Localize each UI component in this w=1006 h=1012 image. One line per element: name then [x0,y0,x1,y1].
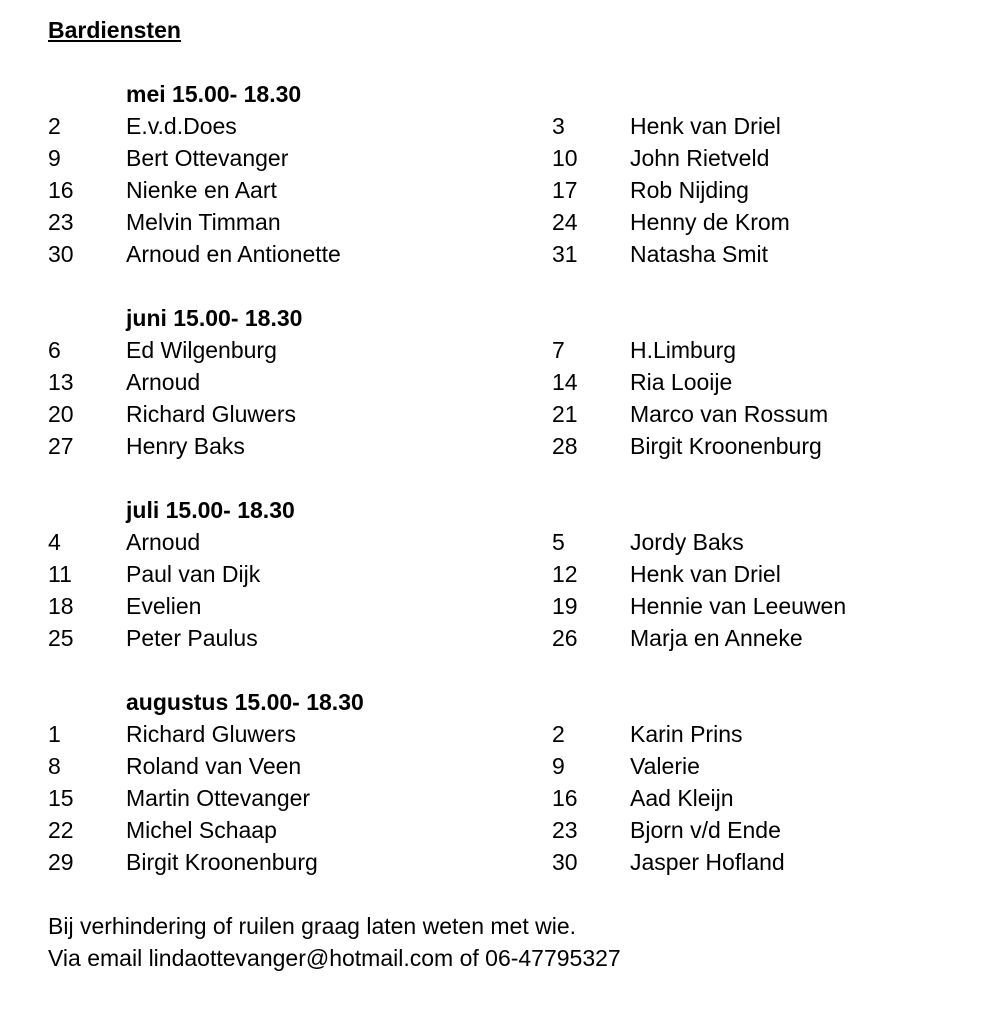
month-heading: juli 15.00- 18.30 [126,497,295,523]
schedule-row [0,334,1006,366]
schedule-row [0,174,1006,206]
name-left: Nienke en Aart [126,177,277,203]
name-left: Richard Gluwers [126,721,296,747]
month-heading: augustus 15.00- 18.30 [126,689,364,715]
month-heading: mei 15.00- 18.30 [126,81,302,107]
day-right: 7 [552,337,565,363]
day-left: 22 [48,817,74,843]
footer-note: Bij verhindering of ruilen graag laten weten met wie. [48,913,577,939]
day-left: 15 [48,785,74,811]
name-left: Roland van Veen [126,753,302,779]
name-left: Birgit Kroonenburg [126,849,318,875]
schedule-row [0,430,1006,462]
day-right: 16 [552,785,578,811]
name-left: E.v.d.Does [126,113,237,139]
schedule-row [0,750,1006,782]
schedule-row [0,814,1006,846]
day-right: 12 [552,561,578,587]
name-left: Ed Wilgenburg [126,337,277,363]
day-right: 3 [552,113,565,139]
day-right: 24 [552,209,578,235]
day-left: 1 [48,721,61,747]
day-right: 31 [552,241,578,267]
name-left: Arnoud en Antionette [126,241,341,267]
name-right: Rob Nijding [630,177,749,203]
day-left: 9 [48,145,61,171]
schedule-row [0,590,1006,622]
name-right: Bjorn v/d Ende [630,817,781,843]
day-left: 6 [48,337,61,363]
name-right: Aad Kleijn [630,785,734,811]
day-right: 10 [552,145,578,171]
schedule-row [0,238,1006,270]
name-right: Marja en Anneke [630,625,803,651]
day-left: 25 [48,625,74,651]
day-right: 9 [552,753,565,779]
schedule-row [0,142,1006,174]
name-left: Michel Schaap [126,817,277,843]
name-left: Arnoud [126,529,201,555]
name-left: Melvin Timman [126,209,281,235]
name-right: Birgit Kroonenburg [630,433,822,459]
day-left: 18 [48,593,74,619]
schedule-row [0,206,1006,238]
name-left: Evelien [126,593,202,619]
month-heading: juni 15.00- 18.30 [126,305,303,331]
name-right: Karin Prins [630,721,743,747]
day-right: 5 [552,529,565,555]
day-left: 30 [48,241,74,267]
name-right: Hennie van Leeuwen [630,593,847,619]
day-right: 17 [552,177,578,203]
day-left: 8 [48,753,61,779]
footer-contact: Via email lindaottevanger@hotmail.com of 06-47795327 [48,945,621,971]
name-right: Jordy Baks [630,529,744,555]
schedule-row [0,622,1006,654]
schedule-row [0,558,1006,590]
day-right: 2 [552,721,565,747]
name-right: Natasha Smit [630,241,769,267]
day-left: 20 [48,401,74,427]
name-right: Valerie [630,753,700,779]
schedule-row [0,398,1006,430]
name-right: Ria Looije [630,369,733,395]
name-right: Henk van Driel [630,561,781,587]
name-left: Peter Paulus [126,625,258,651]
schedule-row [0,366,1006,398]
day-right: 23 [552,817,578,843]
schedule-row [0,718,1006,750]
schedule-row [0,846,1006,878]
day-right: 28 [552,433,578,459]
day-left: 11 [48,561,72,587]
schedule-row [0,110,1006,142]
day-left: 4 [48,529,61,555]
page-title: Bardiensten [48,17,181,43]
day-left: 13 [48,369,74,395]
name-left: Bert Ottevanger [126,145,289,171]
day-right: 21 [552,401,578,427]
name-right: Henk van Driel [630,113,781,139]
name-left: Richard Gluwers [126,401,296,427]
name-right: Jasper Hofland [630,849,785,875]
name-left: Martin Ottevanger [126,785,311,811]
schedule-row [0,782,1006,814]
name-right: Henny de Krom [630,209,790,235]
name-right: H.Limburg [630,337,737,363]
day-right: 14 [552,369,578,395]
day-right: 26 [552,625,578,651]
day-right: 30 [552,849,578,875]
day-left: 27 [48,433,74,459]
name-left: Paul van Dijk [126,561,261,587]
day-left: 2 [48,113,61,139]
name-left: Henry Baks [126,433,245,459]
day-left: 29 [48,849,74,875]
day-right: 19 [552,593,578,619]
day-left: 16 [48,177,74,203]
name-right: Marco van Rossum [630,401,829,427]
name-right: John Rietveld [630,145,770,171]
schedule-row [0,526,1006,558]
name-left: Arnoud [126,369,201,395]
day-left: 23 [48,209,74,235]
